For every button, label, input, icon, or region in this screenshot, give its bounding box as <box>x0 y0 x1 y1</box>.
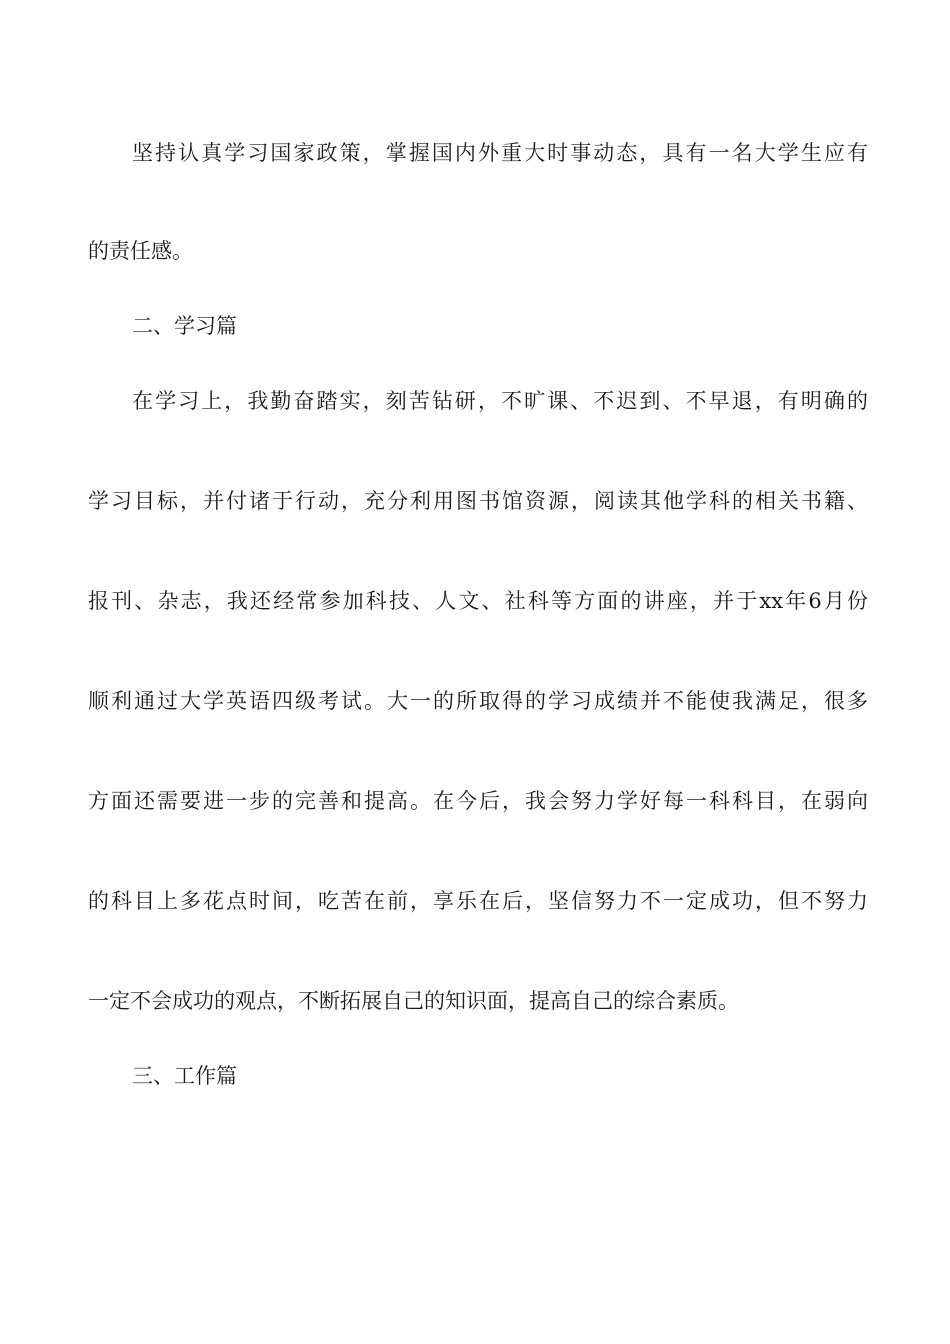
paragraph-line: 在学习上，我勤奋踏实，刻苦钻研，不旷课、不迟到、不早退，有明确的 <box>132 389 868 413</box>
paragraph-line: 的科目上多花点时间，吃苦在前，享乐在后，坚信努力不一定成功，但不努力 <box>88 889 868 913</box>
paragraph-line: 的责任感。 <box>88 239 193 263</box>
paragraph-line: 坚持认真学习国家政策，掌握国内外重大时事动态，具有一名大学生应有 <box>132 141 868 165</box>
paragraph-line: 方面还需要进一步的完善和提高。在今后，我会努力学好每一科科目，在弱向 <box>88 789 868 813</box>
section-heading: 三、工作篇 <box>132 1064 237 1088</box>
paragraph-line: 学习目标，并付诸于行动，充分利用图书馆资源，阅读其他学科的相关书籍、 <box>88 489 868 513</box>
paragraph-line: 报刊、杂志，我还经常参加科技、人文、社科等方面的讲座，并于xx年6月份 <box>88 589 868 613</box>
section-heading: 二、学习篇 <box>132 314 237 338</box>
paragraph-line: 顺利通过大学英语四级考试。大一的所取得的学习成绩并不能使我满足，很多 <box>88 689 868 713</box>
paragraph-line: 一定不会成功的观点，不断拓展自己的知识面，提高自己的综合素质。 <box>88 989 739 1013</box>
